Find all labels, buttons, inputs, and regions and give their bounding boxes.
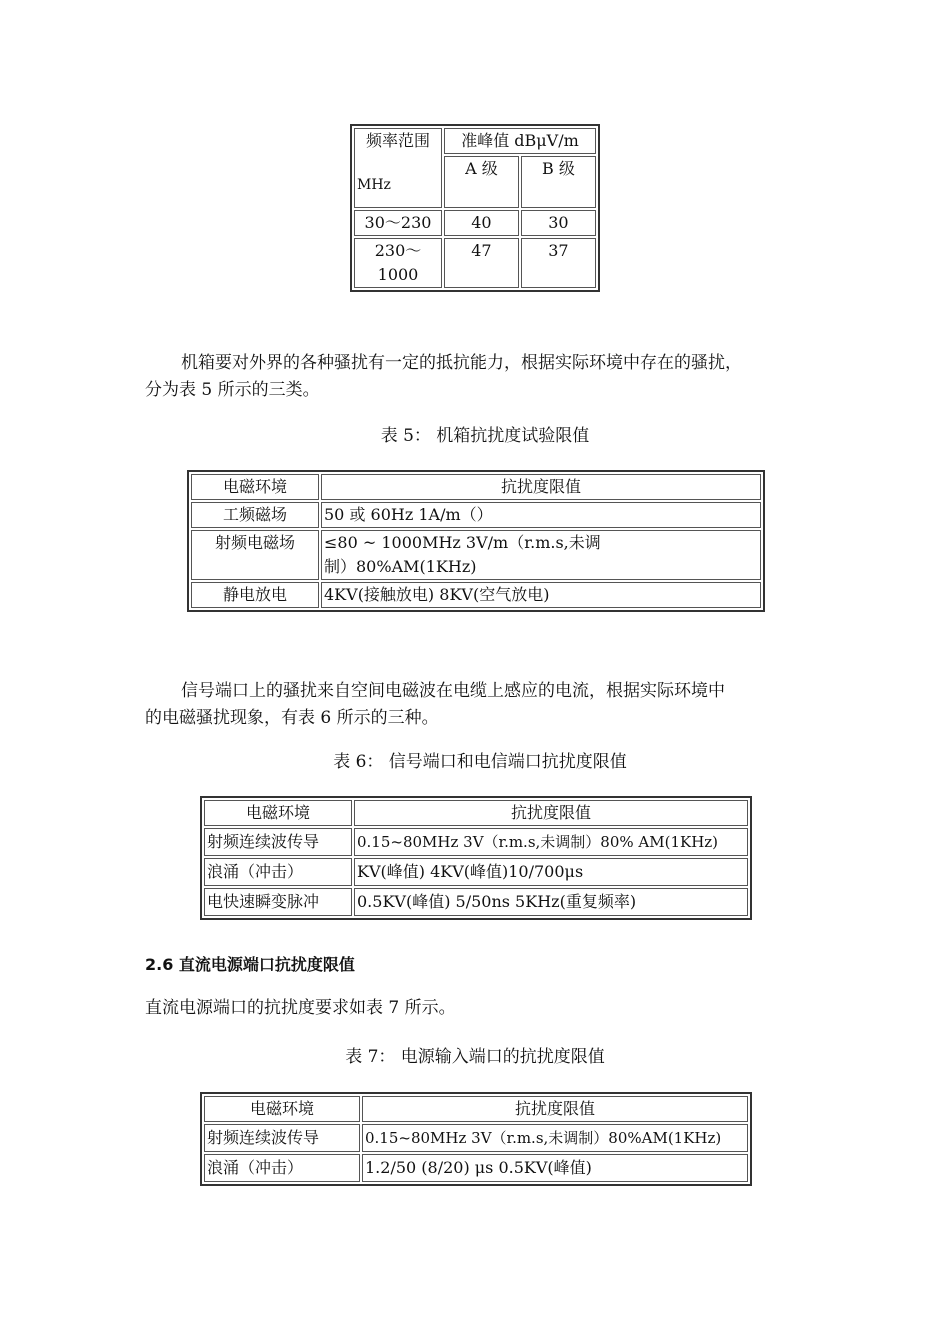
emission-limit-table: [350, 124, 600, 292]
env-cell: 静电放电: [191, 582, 319, 608]
freq-cell: [354, 238, 442, 288]
freq-cell-line2: 1000: [377, 265, 419, 284]
env-cell: 射频电磁场: [191, 530, 319, 580]
table6-caption: 表 6： 信号端口和电信端口抗扰度限值: [333, 752, 627, 772]
signal-port-immunity-table: [200, 796, 752, 920]
table-row: [191, 530, 761, 580]
table-row: [204, 1154, 748, 1182]
freq-range-header: 频率范围: [365, 131, 430, 150]
section-text: 直流电源端口的抗扰度要求如表 7 所示。: [145, 998, 456, 1018]
table-row: [354, 238, 596, 288]
paragraph-chassis-immunity: [145, 350, 825, 404]
limit-line2: 制）80%AM(1KHz): [324, 557, 477, 576]
limit-header: 抗扰度限值: [362, 1096, 748, 1122]
table-row: [191, 582, 761, 608]
power-port-immunity-table: [200, 1092, 752, 1186]
limit-header: 抗扰度限值: [321, 474, 761, 500]
table-row: [354, 210, 596, 236]
env-cell: 电快速瞬变脉冲: [204, 888, 352, 916]
env-cell: 射频连续波传导: [204, 1124, 360, 1152]
class-a-value: 47: [444, 238, 519, 288]
table-row: [204, 858, 748, 886]
class-a-value: 40: [444, 210, 519, 236]
section-heading: 2.6 直流电源端口抗扰度限值: [145, 955, 355, 974]
env-header: 电磁环境: [204, 800, 352, 826]
class-b-header: B 级: [521, 156, 596, 208]
paragraph-line: 机箱要对外界的各种骚扰有一定的抵抗能力，根据实际环境中存在的骚扰，: [181, 353, 742, 373]
env-header: 电磁环境: [204, 1096, 360, 1122]
freq-range-header-cell: [354, 128, 442, 208]
limit-cell: 0.15~80MHz 3V（r.m.s,未调制）80% AM(1KHz): [354, 828, 748, 856]
limit-cell: 1.2/50 (8/20) μs 0.5KV(峰值): [362, 1154, 748, 1182]
env-cell: 射频连续波传导: [204, 828, 352, 856]
paragraph-line: 分为表 5 所示的三类。: [145, 380, 320, 400]
table5-caption: 表 5： 机箱抗扰度试验限值: [380, 426, 590, 446]
class-b-value: 30: [521, 210, 596, 236]
limit-cell: 50 或 60Hz 1A/m（）: [321, 502, 761, 528]
chassis-immunity-table: [187, 470, 765, 612]
limit-cell: [321, 530, 761, 580]
paragraph-signal-port: [145, 678, 825, 732]
table7-caption: 表 7： 电源输入端口的抗扰度限值: [345, 1047, 605, 1067]
limit-cell: 0.5KV(峰值) 5/50ns 5KHz(重复频率): [354, 888, 748, 916]
freq-cell-line1: 230～: [374, 241, 422, 260]
env-cell: 浪涌（冲击）: [204, 1154, 360, 1182]
paragraph-line: 信号端口上的骚扰来自空间电磁波在电缆上感应的电流，根据实际环境中: [181, 681, 725, 701]
limit-line1: ≤80 ~ 1000MHz 3V/m（r.m.s,未调: [324, 533, 601, 552]
class-a-header: A 级: [444, 156, 519, 208]
table-row: [204, 888, 748, 916]
table-row: [204, 1124, 748, 1152]
freq-cell: 30～230: [354, 210, 442, 236]
class-b-value: 37: [521, 238, 596, 288]
table-row: [204, 828, 748, 856]
env-cell: 浪涌（冲击）: [204, 858, 352, 886]
table-row: [191, 502, 761, 528]
quasi-peak-header: 准峰值 dBμV/m: [444, 128, 596, 154]
env-header: 电磁环境: [191, 474, 319, 500]
env-cell: 工频磁场: [191, 502, 319, 528]
limit-header: 抗扰度限值: [354, 800, 748, 826]
limit-cell: 0.15~80MHz 3V（r.m.s,未调制）80%AM(1KHz): [362, 1124, 748, 1152]
freq-unit: MHz: [357, 177, 391, 193]
limit-cell: 4KV(接触放电) 8KV(空气放电): [321, 582, 761, 608]
paragraph-line: 的电磁骚扰现象，有表 6 所示的三种。: [145, 708, 439, 728]
limit-cell: KV(峰值) 4KV(峰值)10/700μs: [354, 858, 748, 886]
